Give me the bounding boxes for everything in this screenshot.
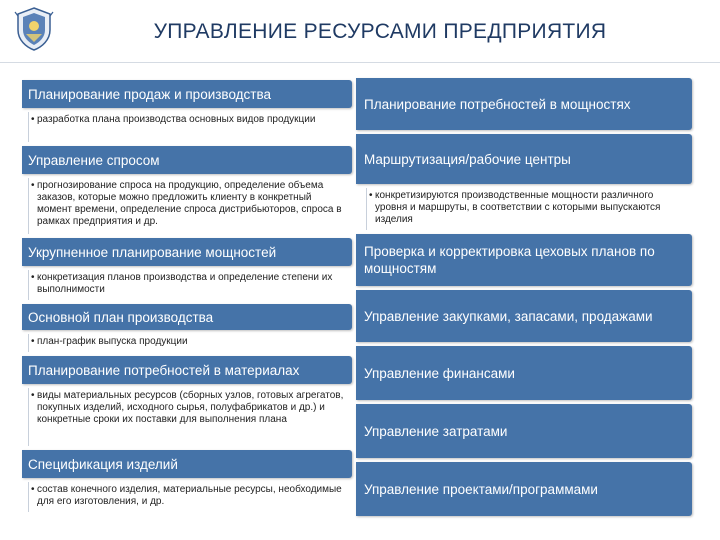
bullet: •: [31, 114, 35, 125]
left-block-label: Планирование продаж и производства: [28, 86, 271, 102]
right-block-2: [356, 134, 692, 184]
right-block-label: Управление проектами/программами: [364, 481, 598, 497]
right-block-label: Планирование потребностей в мощностях: [364, 96, 631, 112]
right-block-5: [356, 346, 692, 400]
right-block-4: [356, 290, 692, 342]
left-block-desc: [28, 178, 350, 234]
desc-text: план-график выпуска продукции: [37, 336, 188, 347]
desc-text: виды материальных ресурсов (сборных узлов, готовых агрегатов, покупных изделий, исходного сырья, полуфабрикатов и др.) и конкретные сроки их поставки для выполнения плана: [37, 390, 344, 425]
page-title: УПРАВЛЕНИЕ РЕСУРСАМИ ПРЕДПРИЯТИЯ: [153, 20, 607, 43]
right-block-label: Управление затратами: [364, 423, 508, 439]
bullet: •: [31, 484, 35, 495]
right-block-6: [356, 404, 692, 458]
bullet: •: [369, 190, 373, 201]
right-block-label: Проверка и корректировка цеховых планов по мощностям: [364, 244, 655, 276]
bullet: •: [31, 390, 35, 401]
coat-of-arms-icon: [14, 6, 54, 52]
header-divider: [0, 62, 720, 63]
desc-text: состав конечного изделия, материальные ресурсы, необходимые для его изготовления, и др.: [37, 484, 342, 507]
right-block-3: [356, 234, 692, 286]
right-block-desc: [366, 188, 682, 230]
left-block-desc: [28, 482, 350, 512]
desc-text: конкретизируются производственные мощности различного уровня и маршруты, в соответствии с которыми выпускаются изделия: [375, 190, 661, 225]
left-block-desc: [28, 334, 350, 352]
left-block-5: [22, 356, 352, 384]
left-block-6: [22, 450, 352, 478]
right-block-label: Управление финансами: [364, 365, 515, 381]
left-block-desc: [28, 388, 350, 446]
left-block-label: Управление спросом: [28, 152, 160, 168]
bullet: •: [31, 272, 35, 283]
left-block-3: [22, 238, 352, 266]
left-block-desc: [28, 270, 350, 300]
desc-text: разработка плана производства основных видов продукции: [37, 114, 316, 125]
desc-text: конкретизация планов производства и определение степени их выполнимости: [37, 272, 333, 295]
left-block-4: [22, 304, 352, 330]
left-block-desc: [28, 112, 350, 142]
right-block-label: Управление закупками, запасами, продажами: [364, 308, 653, 324]
desc-text: прогнозирование спроса на продукцию, определение объема заказов, которые можно предложить клиенту в конкретный момент времени, определение спроса дистрибьюторов, спроса в рамках предприятия и др.: [37, 180, 342, 227]
left-block-label: Спецификация изделий: [28, 456, 178, 472]
left-block-label: Укрупненное планирование мощностей: [28, 244, 277, 260]
left-block-label: Планирование потребностей в материалах: [28, 362, 300, 378]
left-block-2: [22, 146, 352, 174]
right-block-7: [356, 462, 692, 516]
right-block-label: Маршрутизация/рабочие центры: [364, 151, 571, 167]
right-block-1: [356, 78, 692, 130]
bullet: •: [31, 180, 35, 191]
left-block-1: [22, 80, 352, 108]
left-block-label: Основной план производства: [28, 309, 214, 325]
bullet: •: [31, 336, 35, 347]
